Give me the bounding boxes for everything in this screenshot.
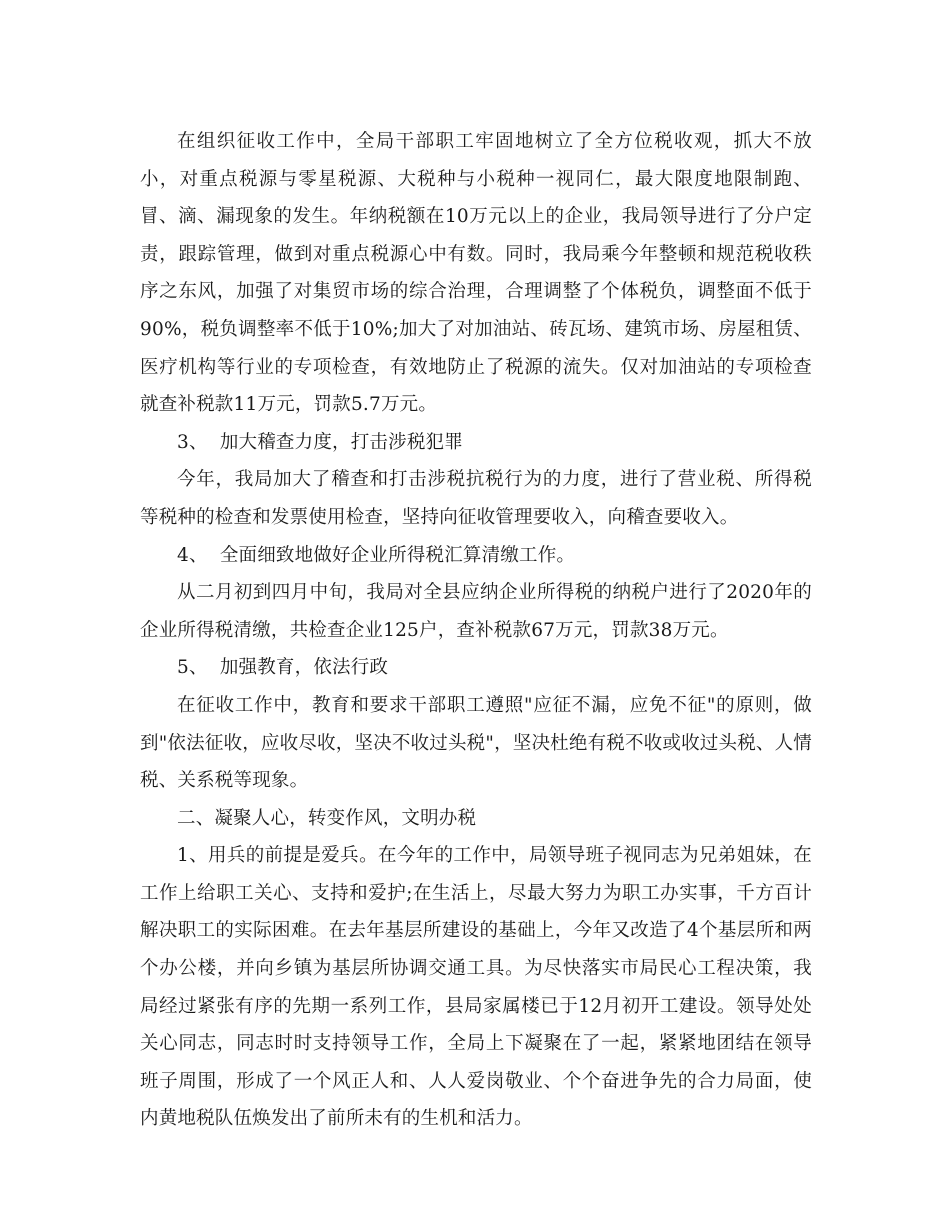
paragraph-income-tax-settlement: 从二月初到四月中旬，我局对全县应纳企业所得税的纳税户进行了2020年的企业所得税清缴，共检查企业125户，查补税款67万元，罚款38万元。 bbox=[140, 582, 812, 641]
paragraph-care-for-staff: 1、用兵的前提是爱兵。在今年的工作中，局领导班子视同志为兄弟姐妹，在工作上给职工关心、支持和爱护;在生活上，尽最大努力为职工办实事，千方百计解决职工的实际困难。在去年基层所建设的基础上，今年又改造了4个基层所和两个办公楼，并向乡镇为基层所协调交通工具。为尽快落实市局民心工程决策，我局经过紧张有序的先期一系列工作，县局家属楼已于12月初开工建设。领导处处关心同志，同志时时支持领导工作，全局上下凝聚在了一起，紧紧地团结在领导班子周围，形成了一个风正人和、人人爱岗敬业、个个奋进争先的合力局面，使内黄地税队伍焕发出了前所未有的生机和活力。 bbox=[140, 845, 812, 1130]
paragraph-lawful-administration: 在征收工作中，教育和要求干部职工遵照"应征不漏，应免不征"的原则，做到"依法征收，应收尽收，坚决不收过头税"，坚决杜绝有税不收或收过头税、人情税、关系税等现象。 bbox=[140, 694, 812, 792]
section-heading-4: 4、 全面细致地做好企业所得税汇算清缴工作。 bbox=[177, 544, 576, 566]
document-page bbox=[140, 123, 812, 1138]
section-heading-5: 5、 加强教育，依法行政 bbox=[177, 657, 389, 679]
section-heading-3: 3、 加大稽查力度，打击涉税犯罪 bbox=[177, 431, 463, 453]
section-heading-part-two: 二、凝聚人心，转变作风，文明办税 bbox=[177, 807, 477, 829]
paragraph-inspection: 今年，我局加大了稽查和打击涉税抗税行为的力度，进行了营业税、所得税等税种的检查和发票使用检查，坚持向征收管理要收入，向稽查要收入。 bbox=[140, 469, 812, 528]
paragraph-tax-collection: 在组织征收工作中，全局干部职工牢固地树立了全方位税收观，抓大不放小，对重点税源与零星税源、大税种与小税种一视同仁，最大限度地限制跑、冒、滴、漏现象的发生。年纳税额在10万元以上的企业，我局领导进行了分户定责，跟踪管理，做到对重点税源心中有数。同时，我局乘今年整顿和规范税收秩序之东风，加强了对集贸市场的综合治理，合理调整了个体税负，调整面不低于90%，税负调整率不低于10%;加大了对加油站、砖瓦场、建筑市场、房屋租赁、医疗机构等行业的专项检查，有效地防止了税源的流失。仅对加油站的专项检查就查补税款11万元，罚款5.7万元。 bbox=[140, 131, 812, 416]
